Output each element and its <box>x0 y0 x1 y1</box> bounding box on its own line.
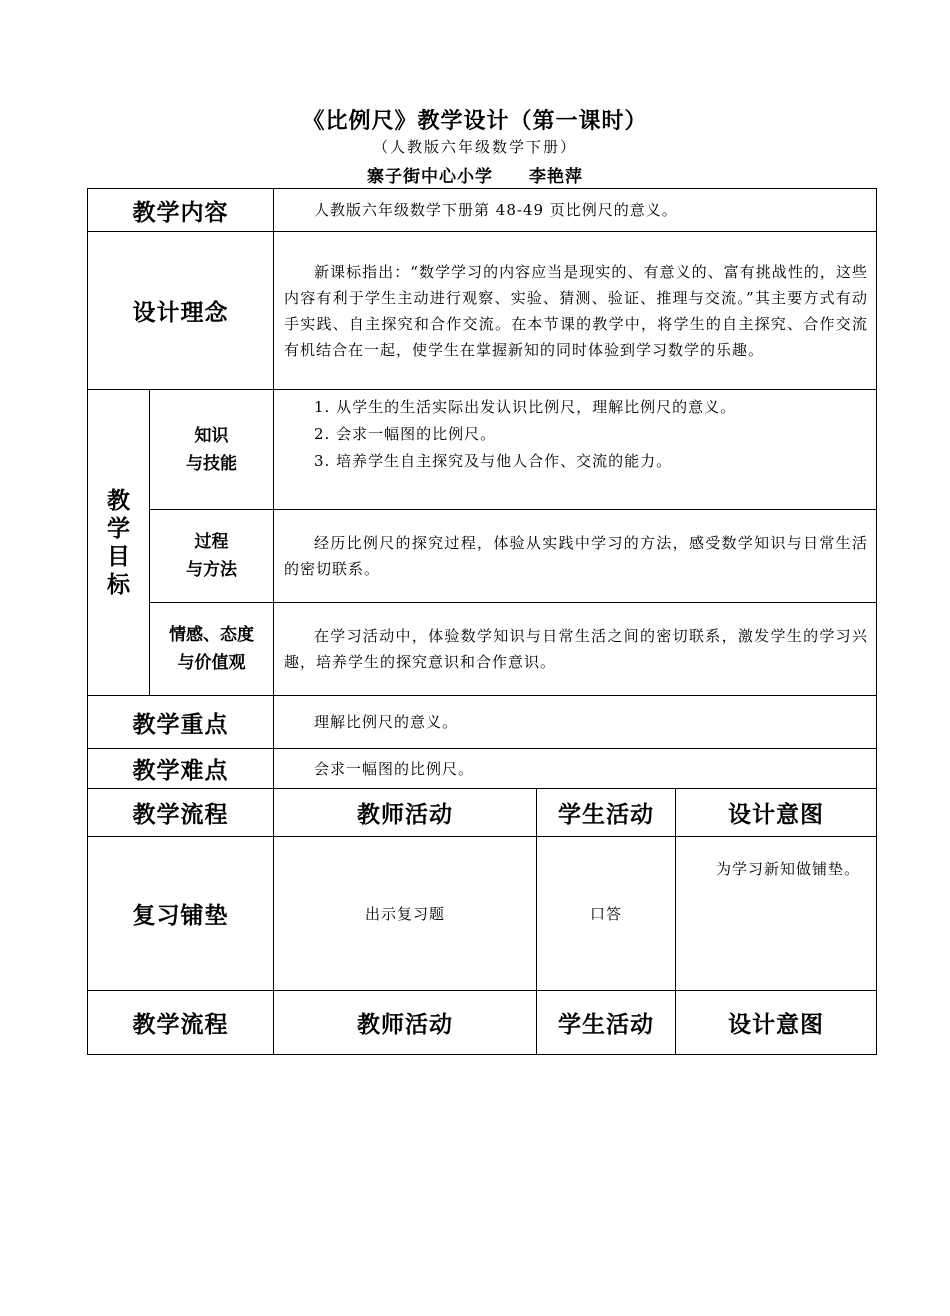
author-name: 李艳萍 <box>529 167 583 187</box>
document-title: 《比例尺》教学设计（第一课时） <box>302 108 648 134</box>
header-design-intent: 设计意图 <box>676 991 877 1055</box>
label-knowledge-skills <box>150 390 274 510</box>
row-review <box>88 837 877 991</box>
row-difficulty <box>88 749 877 789</box>
row-teaching-content <box>88 189 877 232</box>
text-key-point: 理解比例尺的意义。 <box>274 696 877 749</box>
row-flow-header <box>88 789 877 837</box>
label-emotion-values <box>150 603 274 696</box>
list-item: 2. 会求一幅图的比例尺。 <box>314 425 497 443</box>
row-key-point <box>88 696 877 749</box>
objective-char: 学 <box>107 514 130 542</box>
label-line: 过程 <box>194 532 229 552</box>
lesson-plan-table <box>87 188 877 1055</box>
row-objective-knowledge <box>88 390 877 510</box>
header-teacher-activity: 教师活动 <box>274 789 537 837</box>
label-key-point: 教学重点 <box>88 696 274 749</box>
row-objective-emotion <box>88 603 877 696</box>
label-teaching-content: 教学内容 <box>88 189 274 232</box>
text-emotion-values: 在学习活动中，体验数学知识与日常生活之间的密切联系，激发学生的学习兴趣，培养学生的探究意识和合作意识。 <box>274 603 877 696</box>
author-line <box>0 162 950 187</box>
objective-char: 目 <box>107 542 130 570</box>
list-knowledge-skills <box>274 390 877 510</box>
student-activity-review: 口答 <box>537 837 676 991</box>
label-design-philosophy: 设计理念 <box>88 232 274 390</box>
header-flow: 教学流程 <box>88 991 274 1055</box>
label-line: 情感、态度 <box>169 625 254 645</box>
label-difficulty: 教学难点 <box>88 749 274 789</box>
text-teaching-content: 人教版六年级数学下册第 48-49 页比例尺的意义。 <box>274 189 877 232</box>
label-line: 与方法 <box>186 560 237 580</box>
teacher-activity-review: 出示复习题 <box>274 837 537 991</box>
list-item: 3. 培养学生自主探究及与他人合作、交流的能力。 <box>314 452 673 470</box>
text-process-method: 经历比例尺的探究过程，体验从实践中学习的方法，感受数学知识与日常生活的密切联系。 <box>274 510 877 603</box>
design-intent-review: 为学习新知做铺垫。 <box>676 837 877 991</box>
header-student-activity: 学生活动 <box>537 789 676 837</box>
row-design-philosophy <box>88 232 877 390</box>
row-objective-process <box>88 510 877 603</box>
label-line: 与技能 <box>186 453 237 474</box>
stage-review: 复习铺垫 <box>88 837 274 991</box>
label-teaching-objectives <box>88 390 150 696</box>
text-difficulty: 会求一幅图的比例尺。 <box>274 749 877 789</box>
row-flow-header-2 <box>88 991 877 1055</box>
header-flow: 教学流程 <box>88 789 274 837</box>
header-design-intent: 设计意图 <box>676 789 877 837</box>
label-line: 知识 <box>194 425 229 446</box>
header-teacher-activity: 教师活动 <box>274 991 537 1055</box>
label-process-method <box>150 510 274 603</box>
school-name: 寨子街中心小学 <box>367 167 493 187</box>
text-design-philosophy: 新课标指出：“数学学习的内容应当是现实的、有意义的、富有挑战性的，这些内容有利于学生主动进行观察、实验、猜测、验证、推理与交流。”其主要方式有动手实践、自主探究和合作交流。在本节课的教学中，将学生的自主探究、合作交流有机结合在一起，使学生在掌握新知的同时体验到学习数学的乐趣。 <box>274 232 877 390</box>
label-line: 与价值观 <box>177 653 246 673</box>
document-subtitle: （人教版六年级数学下册） <box>372 138 577 156</box>
objective-char: 标 <box>107 570 130 598</box>
list-item: 1. 从学生的生活实际出发认识比例尺，理解比例尺的意义。 <box>314 398 737 416</box>
header-student-activity: 学生活动 <box>537 991 676 1055</box>
objective-char: 教 <box>107 486 130 514</box>
